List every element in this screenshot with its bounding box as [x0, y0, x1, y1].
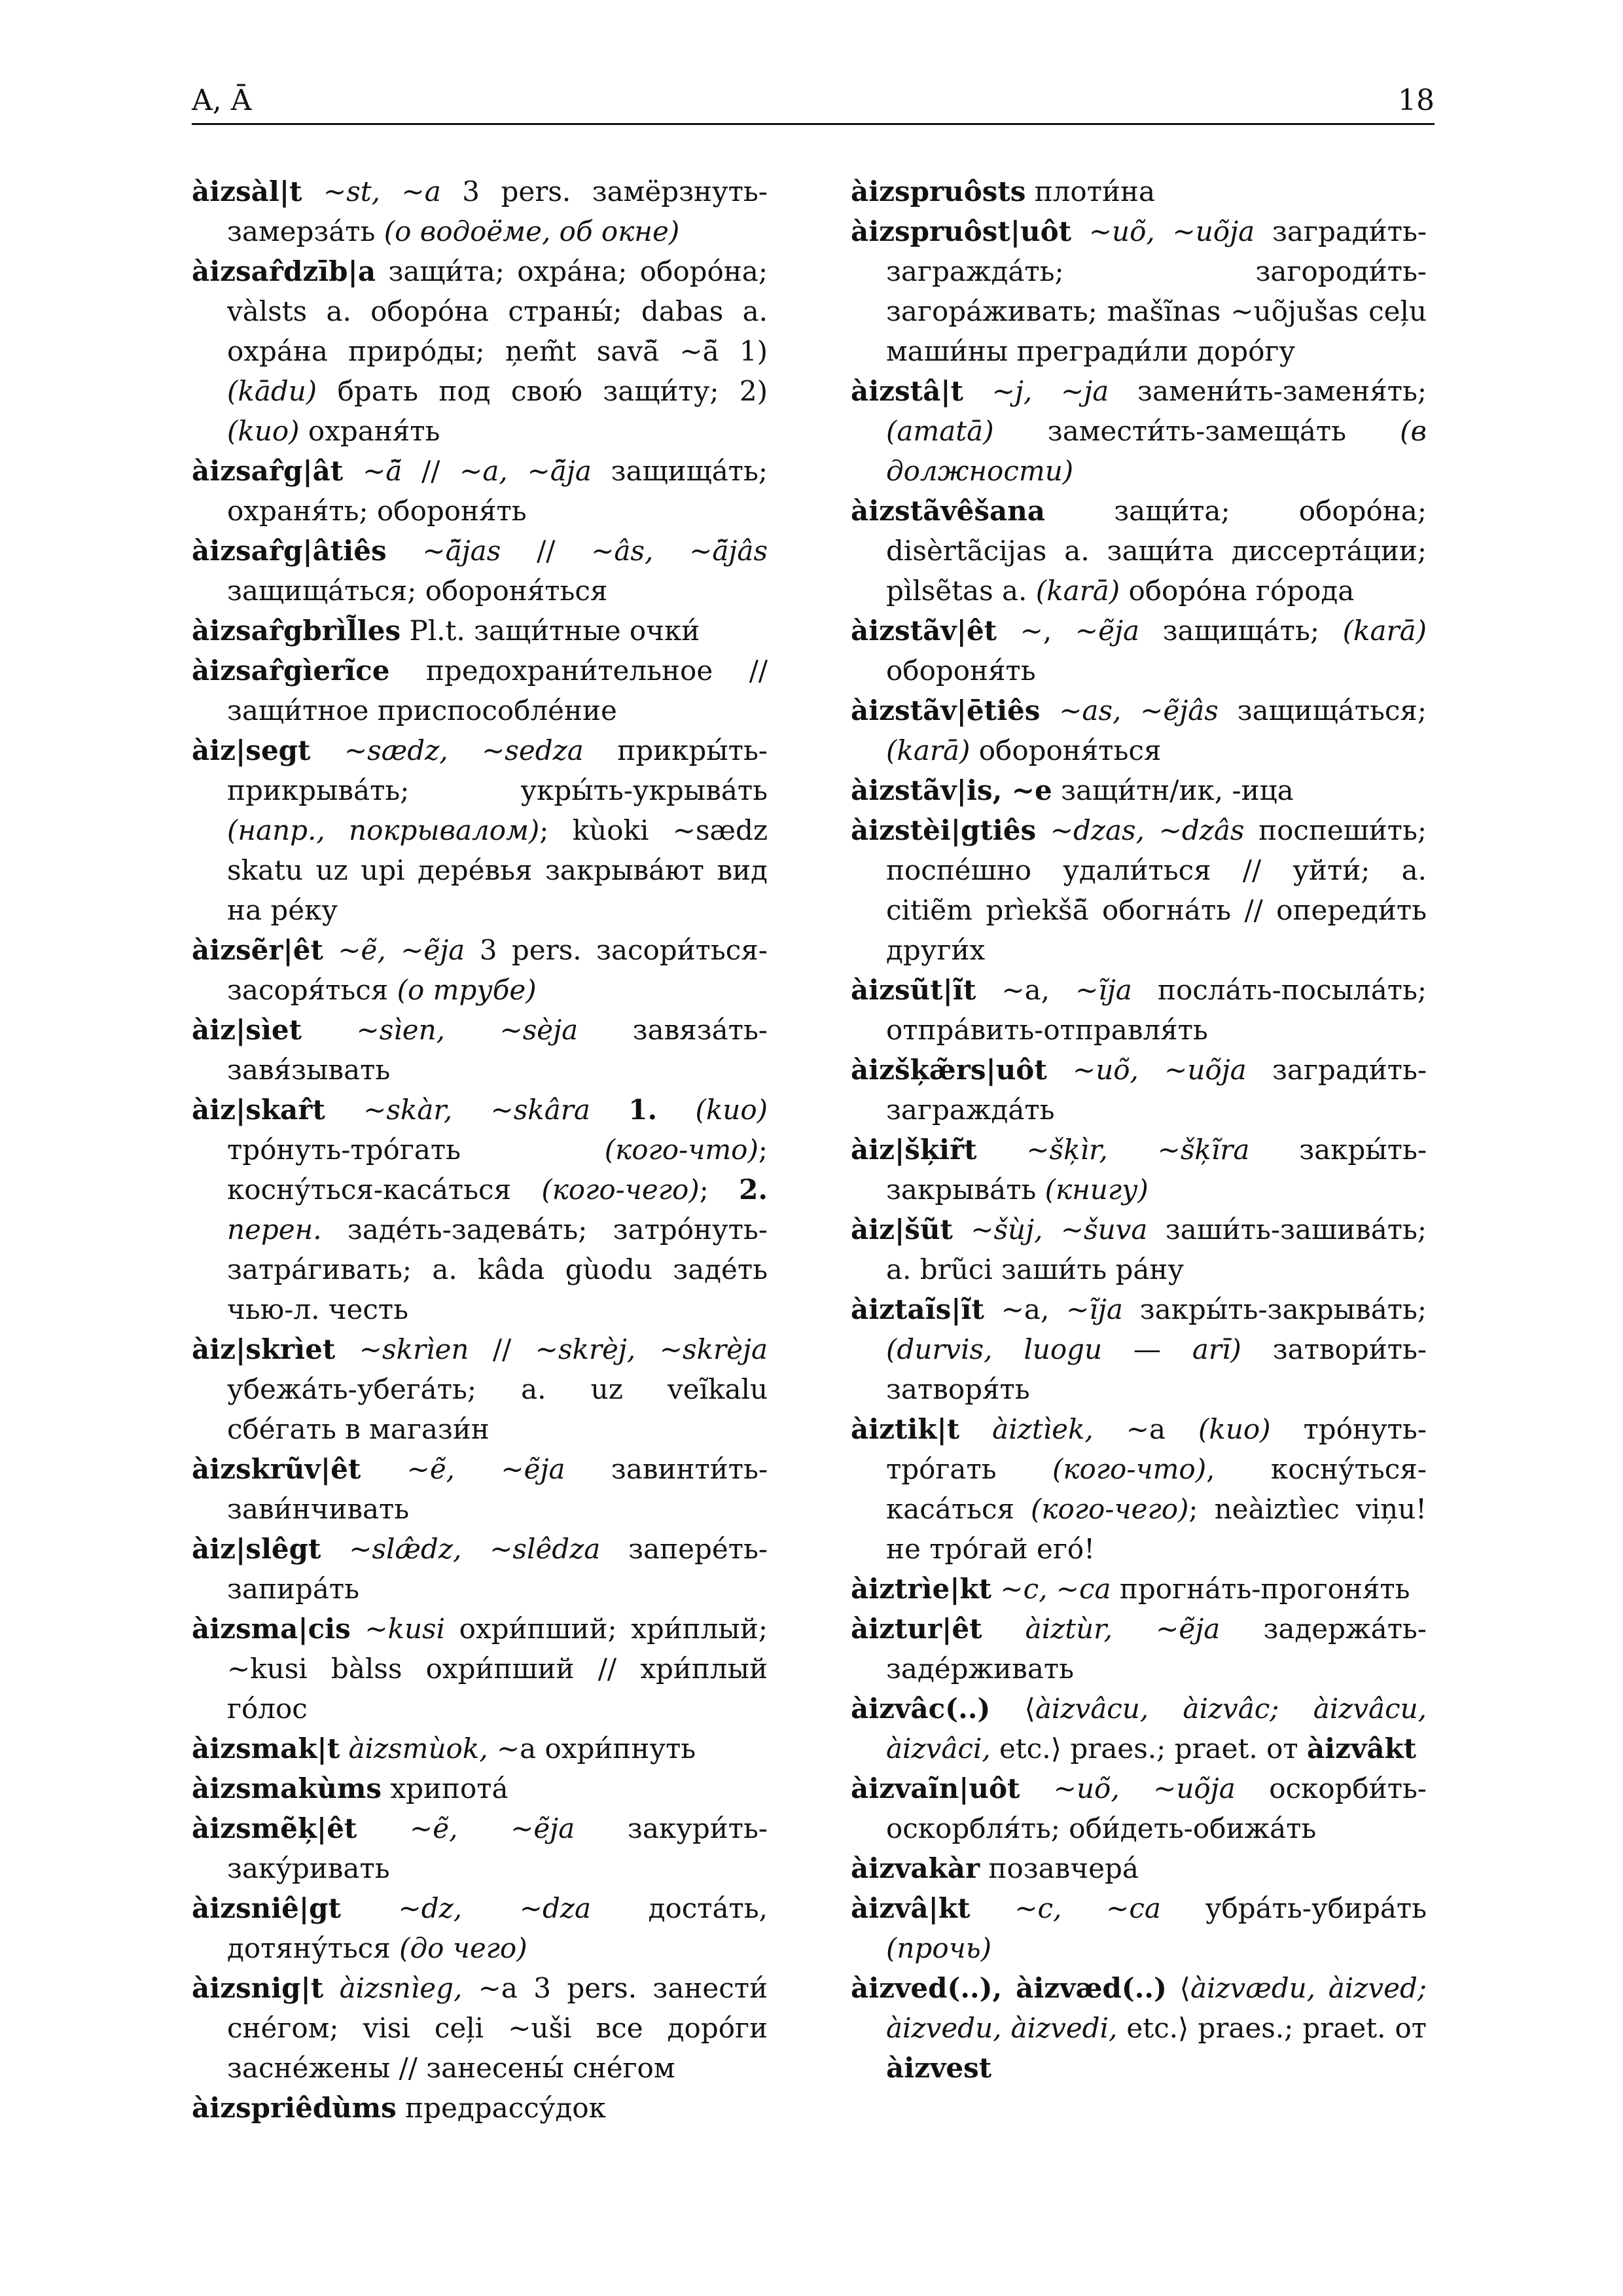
italic-text: sèja: [522, 1014, 579, 1046]
headword: àizstãv|ētiês: [851, 694, 1041, 726]
entry-text: ~: [1140, 694, 1164, 726]
dictionary-entry: [851, 211, 1427, 371]
entry-text: ~: [499, 1014, 523, 1046]
italic-text: àizsnìeg,: [339, 1972, 478, 2004]
headword: àizspruôst|uôt: [851, 215, 1071, 247]
entry-text: заши́ть-зашива́ть; a. brũci заши́ть ра́ну: [886, 1213, 1427, 1285]
headword: àizskrũv|êt: [192, 1453, 361, 1485]
dictionary-entry: [851, 1289, 1427, 1409]
italic-text: šùj,: [993, 1213, 1061, 1246]
italic-text: (кого-что): [1052, 1453, 1207, 1485]
entry-text: ⟨: [1166, 1972, 1190, 2004]
entry-text: тро́нуть-тро́гать: [886, 1413, 1427, 1485]
headword: àizsàl|t: [192, 175, 302, 207]
entry-text: ~a 3 pers. занести́ сне́гом; visi ceļi ~uši все доро́ги засне́жены // занесены́ сне́гом: [227, 1972, 768, 2084]
dictionary-entry: [192, 1729, 768, 1768]
italic-text: (kuo): [695, 1094, 768, 1126]
italic-text: ẽja: [1179, 1613, 1221, 1645]
headword: àiztrìe|kt: [851, 1573, 992, 1605]
italic-text: uõja: [1187, 1054, 1247, 1086]
entry-text: ~: [1056, 1573, 1079, 1605]
headword: àizsẽr|êt: [192, 934, 323, 966]
headword: àizsma|cis: [192, 1613, 351, 1645]
headword: àizsũt|ĩt: [851, 974, 976, 1006]
entry-text: ~: [321, 1533, 372, 1565]
entry-text: прикры́ть-прикрыва́ть; укры́ть-укрыва́ть: [227, 734, 768, 806]
entry-text: ~: [323, 934, 361, 966]
entry-text: ~: [1071, 215, 1113, 247]
entry-text: завяза́ть-завя́зывать: [227, 1014, 768, 1086]
entry-text: прогна́ть-прогоня́ть: [1111, 1573, 1410, 1605]
italic-text: uõja: [1176, 1772, 1236, 1804]
headword: àizstãv|êt: [851, 615, 997, 647]
dictionary-entry: [192, 1090, 768, 1329]
entry-text: ;: [699, 1174, 740, 1206]
entry-text: замести́ть-замеща́ть: [993, 415, 1400, 447]
headword: àiz|šķir̃t: [851, 1134, 977, 1166]
entry-text: ~: [976, 1134, 1050, 1166]
headword: àizsar̂g|âtiês: [192, 535, 387, 567]
entry-text: охраня́ть: [299, 415, 440, 447]
entry-text: , косну́ться-каса́ться: [886, 1453, 1427, 1525]
right-column: [851, 171, 1427, 2088]
entry-text: etc.⟩ praes.; praet. от: [1117, 2012, 1427, 2044]
entry-text: ~: [952, 1213, 994, 1246]
italic-text: àizvâcu, àizvâc; àizvâcu, àizvâci,: [886, 1693, 1427, 1765]
entry-text: ~: [991, 1573, 1024, 1605]
italic-text: (durvis, luogu — arī): [886, 1333, 1241, 1365]
entry-text: убежа́ть-убега́ть; a. uz veĩkalu сбе́гать в магази́н: [227, 1373, 768, 1445]
entry-text: // ~: [402, 455, 483, 487]
italic-text: sædz,: [367, 734, 482, 766]
dictionary-entry: [851, 371, 1427, 491]
entry-text: [590, 1094, 628, 1126]
italic-text: ẽ,: [361, 934, 401, 966]
entry-text: ~: [401, 934, 424, 966]
entry-text: плоти́на: [1026, 175, 1155, 207]
italic-text: ā̃ja: [550, 455, 592, 487]
entry-text: ~: [1061, 375, 1084, 407]
entry-text: загради́ть-загражда́ть; загороди́ть-загора́живать; mašĩnas ~uõjušas ceļu маши́ны прегради́ли доро́гу: [886, 215, 1427, 367]
italic-text: ẽjâs: [1163, 694, 1219, 726]
italic-text: (о трубе): [397, 974, 537, 1006]
headword: àiztaĩs|ĩt: [851, 1293, 984, 1325]
entry-text: предохрани́тельное // защи́тное приспособле́ние: [227, 655, 768, 726]
entry-text: позавчера́: [980, 1852, 1139, 1884]
italic-text: ẽja: [533, 1812, 575, 1844]
italic-text: (кого-чего): [1031, 1493, 1189, 1525]
dictionary-entry: [192, 1329, 768, 1449]
dictionary-entry: [851, 1210, 1427, 1289]
entry-text: 3 pers. замёрзнуть-замерза́ть: [227, 175, 768, 247]
italic-text: skâra: [513, 1094, 590, 1126]
italic-text: uõja: [1195, 215, 1255, 247]
dictionary-entry: [192, 1888, 768, 1968]
italic-text: (karā): [1035, 575, 1120, 607]
entry-text: охри́пший; хри́плый; ~kusi bàlss охри́пший // хри́плый го́лос: [227, 1613, 768, 1725]
entry-text: ~, ~: [997, 615, 1099, 647]
entry-text: ; neàiztìec viņu! не тро́гай его́!: [886, 1493, 1427, 1565]
italic-text: (kuo): [1198, 1413, 1271, 1445]
dictionary-entry: [851, 491, 1427, 611]
entry-text: предрассу́док: [396, 2092, 606, 2124]
italic-text: uõ,: [1077, 1772, 1154, 1804]
entry-text: обороня́ть: [886, 655, 1036, 687]
dictionary-entry: [851, 611, 1427, 691]
entry-text: ~: [302, 175, 347, 207]
italic-text: ĩja: [1098, 974, 1132, 1006]
headword: àiz|šũt: [851, 1213, 953, 1246]
headword: àizspruôsts: [851, 175, 1026, 207]
italic-text: a: [424, 175, 441, 207]
italic-text: ẽ,: [433, 1812, 511, 1844]
dictionary-entry: [192, 1609, 768, 1729]
entry-text: защи́та; оборо́на; disèrtãcijas a. защи́та диссерта́ции; pìlsẽtas a.: [886, 495, 1427, 607]
dictionary-entry: [851, 1609, 1427, 1689]
italic-text: slêdza: [512, 1533, 601, 1565]
entry-text: защи́тн/ик, -ица: [1052, 774, 1294, 806]
headword: àizvakàr: [851, 1852, 980, 1884]
entry-text: ~: [350, 1613, 388, 1645]
dictionary-entry: [192, 651, 768, 730]
dictionary-entry: [851, 970, 1427, 1050]
dictionary-entry: [192, 1010, 768, 1090]
italic-text: šuva: [1084, 1213, 1148, 1246]
entry-text: ~: [501, 1453, 524, 1485]
headword: àizsmak|t: [192, 1732, 340, 1765]
dictionary-entry: [851, 1689, 1427, 1768]
dictionary-entry: [192, 930, 768, 1010]
italic-text: dz,: [421, 1892, 520, 1924]
italic-text: skrèja: [682, 1333, 768, 1365]
italic-text: ẽja: [423, 934, 465, 966]
entry-text: загради́ть-загражда́ть: [886, 1054, 1427, 1126]
bold-reference: àizvâkt: [1306, 1732, 1417, 1765]
headword: àizsar̂dzīb|a: [192, 255, 376, 287]
entry-text: Pl.t. защи́тные очки́: [401, 615, 700, 647]
italic-text: ā̃: [385, 455, 402, 487]
dictionary-entry: [192, 1808, 768, 1888]
italic-text: ẽ,: [429, 1453, 501, 1485]
entry-text: ~: [401, 175, 425, 207]
italic-text: sedza: [505, 734, 584, 766]
entry-text: ~: [302, 1014, 380, 1046]
headword: àizvâ|kt: [851, 1892, 971, 1924]
entry-text: заде́ть-задева́ть; затро́нуть-затра́гивать; a. kâda gùodu заде́ть чью-л. честь: [227, 1213, 768, 1325]
entry-text: ~: [689, 535, 713, 567]
italic-text: перен.: [227, 1213, 322, 1246]
dictionary-entry: [192, 1768, 768, 1808]
italic-text: šķĩra: [1180, 1134, 1250, 1166]
entry-text: оборо́на го́рода: [1120, 575, 1355, 607]
italic-text: skrìen: [382, 1333, 469, 1365]
entry-text: ~: [1060, 1213, 1084, 1246]
dictionary-entry: [192, 611, 768, 651]
italic-text: àiztùr,: [1025, 1613, 1156, 1645]
entry-text: тро́нуть-тро́гать: [227, 1134, 605, 1166]
entry-text: ~: [1156, 1613, 1179, 1645]
dictionary-entry: [192, 1968, 768, 2088]
entry-text: ~: [386, 535, 446, 567]
italic-text: ẽja: [524, 1453, 565, 1485]
entry-text: etc.⟩ praes.; praet. от: [990, 1732, 1307, 1765]
entry-text: ~: [343, 455, 386, 487]
entry-text: ; kùoki ~sædz skatu uz upi дере́вья закрыва́ют вид на ре́ку: [227, 814, 768, 926]
entry-text: ~: [1164, 1054, 1188, 1086]
italic-text: šķìr,: [1049, 1134, 1158, 1166]
entry-text: ~a: [1126, 1413, 1198, 1445]
headword: àizstâ|t: [851, 375, 963, 407]
italic-text: àiztìek,: [992, 1413, 1126, 1445]
headword: àizsar̂g|ât: [192, 455, 344, 487]
italic-text: (прочь): [886, 1932, 991, 1964]
italic-text: (karā): [1342, 615, 1427, 647]
italic-text: j,: [1014, 375, 1061, 407]
entry-text: [657, 1094, 695, 1126]
entry-text: закры́ть-закрыва́ть;: [1122, 1293, 1427, 1325]
entry-text: ~: [325, 1094, 387, 1126]
entry-text: поспеши́ть; поспе́шно удали́ться // уйти́; a. citiẽm prìekšā̃ обогна́ть // опереди́ть други́х: [886, 814, 1427, 966]
dictionary-entry: [851, 1569, 1427, 1609]
headword: àizsniê|gt: [192, 1892, 341, 1924]
italic-text: (в должности): [886, 415, 1427, 487]
dictionary-entry: [851, 1050, 1427, 1130]
entry-text: [323, 1972, 339, 2004]
headword: àizvâc(..): [851, 1693, 991, 1725]
headword: àiz|skrìet: [192, 1333, 336, 1365]
entry-text: // ~: [469, 1333, 558, 1365]
entry-text: завинти́ть-зави́нчивать: [227, 1453, 768, 1525]
entry-text: ~: [1046, 1054, 1096, 1086]
entry-text: ~: [1106, 1892, 1130, 1924]
dictionary-entry: [192, 1449, 768, 1529]
italic-text: âs,: [614, 535, 690, 567]
section-heading: A, Ā: [192, 84, 252, 117]
entry-text: убра́ть-убира́ть: [1160, 1892, 1427, 1924]
entry-text: защи́та; охра́на; оборо́на; vàlsts a. оборо́на страны́; dabas a. охра́на приро́ды; ņem̃t savā̃ ~ā̃ 1): [227, 255, 768, 367]
entry-text: ~: [490, 1533, 513, 1565]
italic-text: (о водоёме, об окне): [383, 215, 680, 247]
italic-text: ā̃jas: [445, 535, 501, 567]
dictionary-entry: [851, 1888, 1427, 1968]
dictionary-entry: [192, 531, 768, 611]
italic-text: dzas,: [1073, 814, 1159, 846]
headword: àizsnig|t: [192, 1972, 324, 2004]
italic-text: (книгу): [1044, 1174, 1149, 1206]
headword: àizsar̂gbrìl̃les: [192, 615, 401, 647]
dictionary-entry: [851, 1968, 1427, 2088]
italic-text: a,: [482, 455, 527, 487]
entry-text: ~a, ~: [984, 1293, 1090, 1325]
entry-text: ~: [659, 1333, 683, 1365]
entry-text: обороня́ться: [970, 734, 1162, 766]
headword: àizstèi|gtiês: [851, 814, 1037, 846]
italic-text: (кого-что): [604, 1134, 758, 1166]
left-column: [192, 171, 768, 2128]
entry-text: посла́ть-посыла́ть; отпра́вить-отправля́ть: [886, 974, 1427, 1046]
entry-text: хрипота́: [382, 1772, 508, 1804]
italic-text: àizvædu, àizved; àizvedu, àizvedi,: [886, 1972, 1427, 2044]
entry-text: ~a, ~: [976, 974, 1099, 1006]
headword: àizstãvêšana: [851, 495, 1046, 527]
italic-text: kusi: [387, 1613, 446, 1645]
italic-text: as,: [1082, 694, 1141, 726]
italic-text: dza: [542, 1892, 591, 1924]
dictionary-entry: [851, 171, 1427, 211]
entry-text: защища́ть; охраня́ть; обороня́ть: [227, 455, 768, 527]
entry-text: защища́ться;: [1218, 694, 1427, 726]
italic-text: (до чего): [399, 1932, 527, 1964]
dictionary-entry: [192, 251, 768, 451]
dictionary-entry: [851, 770, 1427, 810]
entry-text: ~: [1158, 814, 1182, 846]
dictionary-entry: [192, 171, 768, 251]
entry-text: ~: [482, 734, 505, 766]
page-number: 18: [1398, 84, 1435, 117]
headword: àizšķæ̃rs|uôt: [851, 1054, 1047, 1086]
entry-text: ⟨: [990, 1693, 1035, 1725]
entry-text: ~: [340, 1892, 421, 1924]
bold-reference: 1.: [628, 1094, 658, 1126]
italic-text: (kuo): [227, 415, 300, 447]
entry-text: ~: [1020, 1772, 1077, 1804]
entry-text: ~: [1036, 814, 1073, 846]
entry-text: ~: [1157, 1134, 1181, 1166]
entry-text: ~: [970, 1892, 1038, 1924]
italic-text: ā̃jâs: [712, 535, 768, 567]
italic-text: ĩja: [1089, 1293, 1123, 1325]
entry-text: ~: [357, 1812, 433, 1844]
headword: àizstãv|is, ~e: [851, 774, 1052, 806]
headword: àizvaĩn|uôt: [851, 1772, 1020, 1804]
headword: àizved(..), àizvæd(..): [851, 1972, 1167, 2004]
italic-text: ca: [1079, 1573, 1111, 1605]
italic-text: uõ,: [1096, 1054, 1165, 1086]
dictionary-entry: [851, 1130, 1427, 1210]
entry-text: ~: [1040, 694, 1082, 726]
headword: àiz|segt: [192, 734, 311, 766]
entry-text: запере́ть-запира́ть: [227, 1533, 768, 1605]
dictionary-entry: [851, 1768, 1427, 1848]
entry-text: ~: [527, 455, 550, 487]
entry-text: защища́ть;: [1139, 615, 1343, 647]
headword: àiz|skar̂t: [192, 1094, 325, 1126]
dictionary-entry: [192, 730, 768, 930]
entry-text: ~: [510, 1812, 534, 1844]
entry-text: ~: [490, 1094, 514, 1126]
entry-text: ; косну́ться-каса́ться: [227, 1134, 768, 1206]
italic-text: (kādu): [227, 375, 317, 407]
entry-text: закры́ть-закрыва́ть: [886, 1134, 1427, 1206]
headword: àiztik|t: [851, 1413, 960, 1445]
entry-text: замени́ть-заменя́ть;: [1109, 375, 1427, 407]
dictionary-entry: [192, 1529, 768, 1609]
dictionary-entry: [851, 1848, 1427, 1888]
dictionary-entry: [192, 2088, 768, 2128]
entry-text: ~: [1153, 1772, 1177, 1804]
italic-text: sìen,: [379, 1014, 500, 1046]
entry-text: ~: [963, 375, 1015, 407]
italic-text: ẽja: [1098, 615, 1140, 647]
headword: àizspriêdùms: [192, 2092, 397, 2124]
italic-text: uõ,: [1112, 215, 1173, 247]
entry-text: ~: [519, 1892, 543, 1924]
italic-text: c,: [1037, 1892, 1107, 1924]
italic-text: slæ̂dz,: [372, 1533, 490, 1565]
dictionary-entry: [851, 691, 1427, 770]
entry-text: ~: [361, 1453, 430, 1485]
headword: àizsmakùms: [192, 1772, 382, 1804]
headword: àizsmẽķ|êt: [192, 1812, 357, 1844]
entry-text: оскорби́ть-оскорбля́ть; оби́деть-обижа́ть: [886, 1772, 1427, 1844]
italic-text: dzâs: [1181, 814, 1245, 846]
italic-text: ja: [1084, 375, 1109, 407]
headword: àiztur|êt: [851, 1613, 982, 1645]
entry-text: защища́ться; обороня́ться: [227, 575, 608, 607]
italic-text: skàr,: [386, 1094, 491, 1126]
headword: àiz|sìet: [192, 1014, 302, 1046]
italic-text: (karā): [886, 734, 971, 766]
entry-text: брать под свою́ защи́ту; 2): [317, 375, 768, 407]
headword: àiz|slêgt: [192, 1533, 321, 1565]
italic-text: (напр., покрывалом): [227, 814, 540, 846]
page-header: [192, 79, 1435, 125]
dictionary-entry: [851, 810, 1427, 970]
entry-text: ~a охри́пнуть: [496, 1732, 696, 1765]
italic-text: c,: [1023, 1573, 1056, 1605]
headword: àizsar̂gìerĩce: [192, 655, 390, 687]
italic-text: st,: [346, 175, 402, 207]
italic-text: (amatā): [886, 415, 994, 447]
entry-text: задержа́ть-заде́рживать: [886, 1613, 1427, 1685]
bold-reference: 2.: [739, 1174, 768, 1206]
dictionary-entry: [192, 451, 768, 531]
entry-text: ~: [335, 1333, 382, 1365]
entry-text: 3 pers. засори́ться-засоря́ться: [227, 934, 768, 1006]
dictionary-entry: [851, 1409, 1427, 1569]
entry-text: затвори́ть-затворя́ть: [886, 1333, 1427, 1405]
entry-text: [959, 1413, 992, 1445]
italic-text: ca: [1129, 1892, 1161, 1924]
bold-reference: àizvest: [886, 2052, 992, 2084]
entry-text: [982, 1613, 1025, 1645]
entry-text: // ~: [501, 535, 615, 567]
entry-text: ~: [310, 734, 368, 766]
entry-text: закури́ть-заку́ривать: [227, 1812, 768, 1884]
italic-text: (кого-чего): [541, 1174, 700, 1206]
entry-text: доста́ть, дотяну́ться: [227, 1892, 768, 1964]
italic-text: skrèj,: [558, 1333, 660, 1365]
entry-text: [340, 1732, 348, 1765]
italic-text: àizsmùok,: [348, 1732, 497, 1765]
entry-text: ~: [1172, 215, 1196, 247]
